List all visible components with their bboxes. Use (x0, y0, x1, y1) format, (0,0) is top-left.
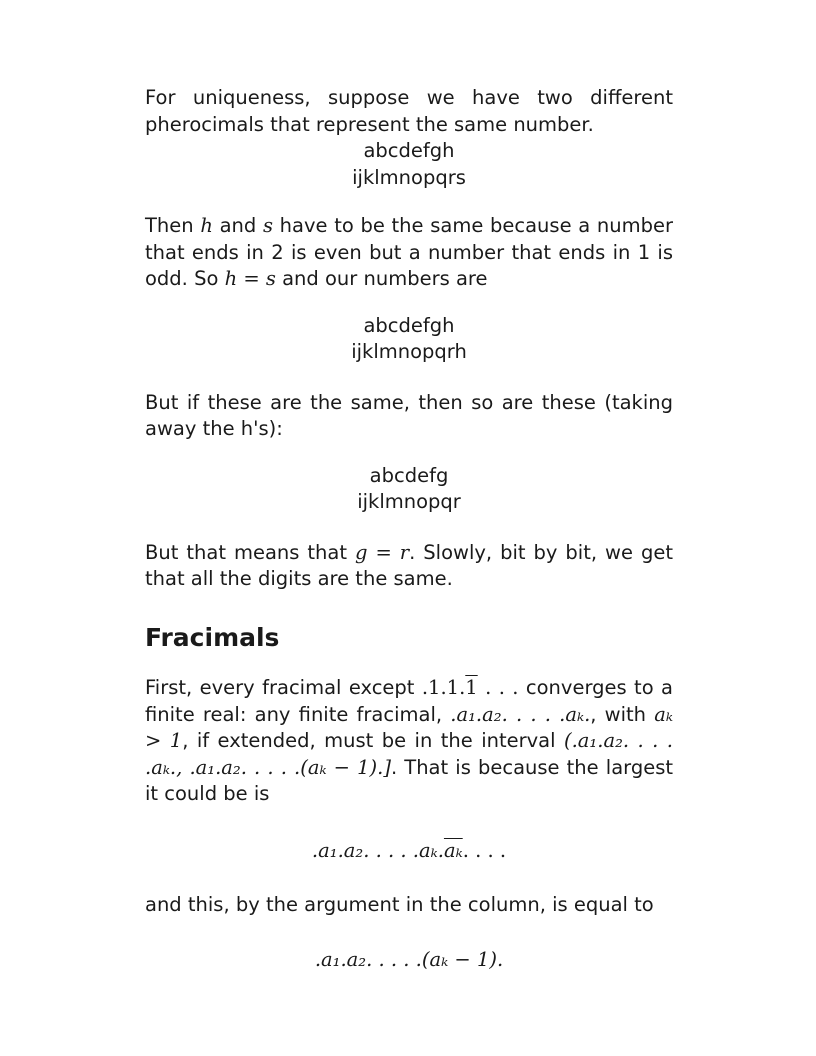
display-line-1a: abcdefgh (363, 139, 455, 162)
display-line-3b: ijklmnopqr (357, 490, 461, 513)
section-heading-fracimals: Fracimals (145, 622, 280, 652)
paragraph-fracimal-convergence: First, every fracimal except .1.1.1 . . . converges to a finite real: any finite fracimal, .a₁.a₂. . . . .aₖ., with aₖ > 1, if extended, must be in the interval (.a₁.a₂. . . . .aₖ., .a₁.a₂. . . . .(aₖ − 1).]. That is because the largest it could be is (145, 676, 674, 805)
display-line-3a: abcdefg (369, 463, 449, 487)
paragraph-equal-to: and this, by the argument in the column, is equal to (145, 893, 654, 916)
display-line-1b: ijklmnopqrs (352, 165, 466, 189)
paragraph-uniqueness: For uniqueness, suppose we have two different pherocimals that represent the same number. (145, 86, 673, 136)
paragraph-taking-away: But if these are the same, then so are these (taking away the h's): (145, 390, 673, 440)
paragraph-h-equals-s: Then h and s have to be the same because a number that ends in 2 is even but a number that ends in 1 is odd. So h = s and our numbers are (145, 214, 674, 290)
document-page (145, 85, 673, 973)
display-largest-value: .a₁.a₂. . . . $.a_k.\overline{a_k}$. . . . (311, 838, 507, 862)
display-equal-value: .a₁.a₂. . . . .(aₖ − 1). (314, 947, 504, 971)
display-line-2b: ijklmnopqrh (351, 340, 467, 363)
paragraph-g-equals-r: But that means that g = r. Slowly, bit by bit, we get that all the digits are the same. (145, 540, 674, 590)
display-line-2a: abcdefgh (363, 313, 455, 337)
